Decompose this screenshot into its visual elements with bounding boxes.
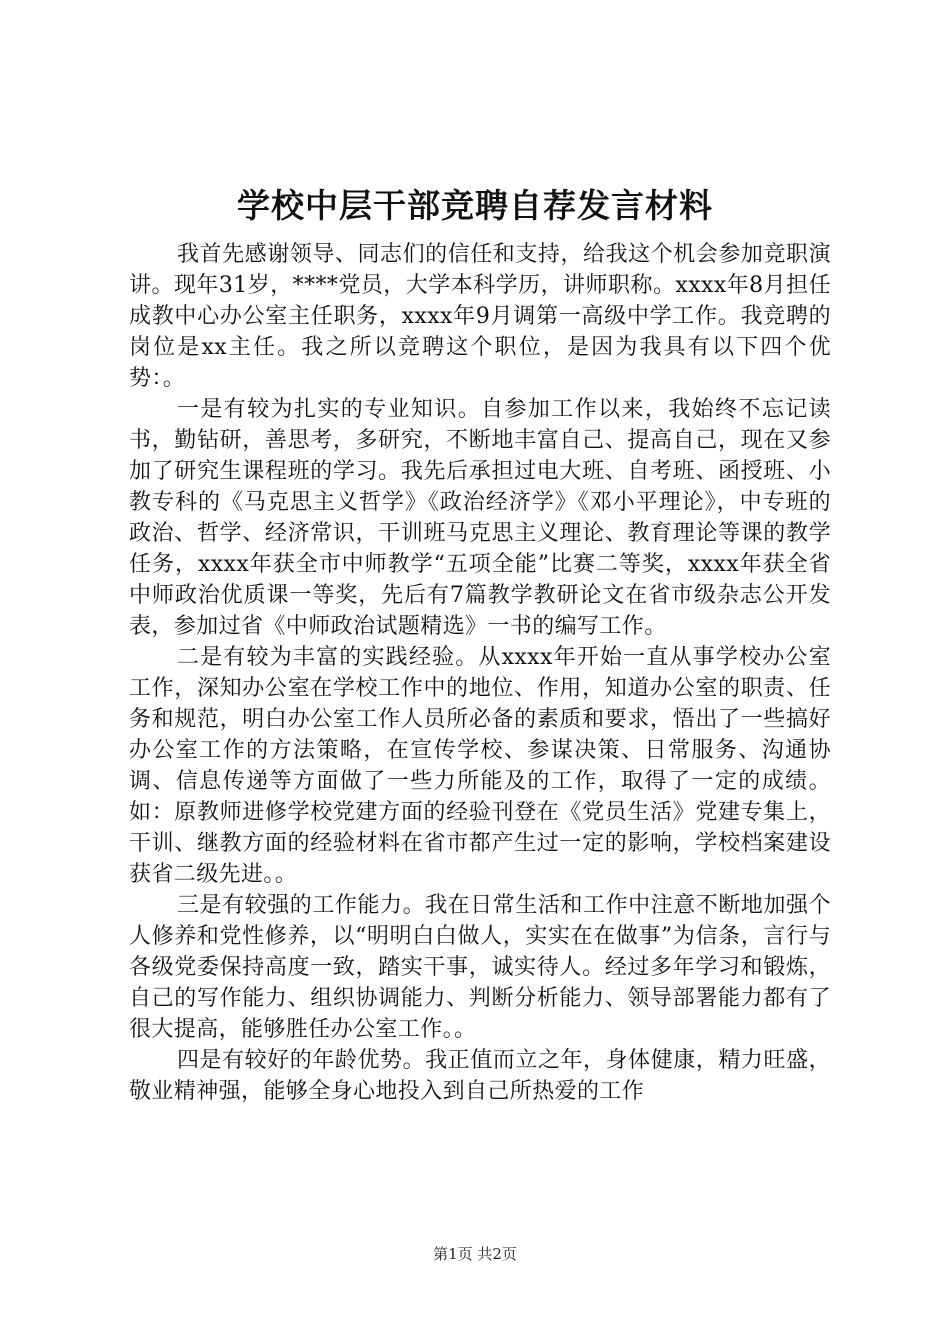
document-body bbox=[129, 239, 831, 1107]
paragraph-experience: 二是有较为丰富的实践经验。从xxxx年开始一直从事学校办公室工作，深知办公室在学校工作中的地位、作用，知道办公室的职责、任务和规范，明白办公室工作人员所必备的素质和要求，悟出了一些搞好办公室工作的方法策略，在宣传学校、参谋决策、日常服务、沟通协调、信息传递等方面做了一些力所能及的工作，取得了一定的成绩。如：原教师进修学校党建方面的经验刊登在《党员生活》党建专集上，干训、继教方面的经验材料在省市都产生过一定的影响，学校档案建设获省二级先进。。 bbox=[129, 645, 831, 887]
paragraph-intro: 我首先感谢领导、同志们的信任和支持，给我这个机会参加竞职演讲。现年31岁，****党员，大学本科学历，讲师职称。xxxx年8月担任成教中心办公室主任职务，xxxx年9月调第一高级中学工作。我竞聘的岗位是xx主任。我之所以竞聘这个职位，是因为我具有以下四个优势：。 bbox=[129, 242, 831, 391]
page-footer: 第1页 共2页 bbox=[433, 1245, 517, 1263]
paragraph-age: 四是有较好的年龄优势。我正值而立之年，身体健康，精力旺盛，敬业精神强，能够全身心地投入到自己所热爱的工作 bbox=[129, 1048, 831, 1104]
paragraph-knowledge: 一是有较为扎实的专业知识。自参加工作以来，我始终不忘记读书，勤钻研，善思考，多研究，不断地丰富自己、提高自己，现在又参加了研究生课程班的学习。我先后承担过电大班、自考班、函授班、小教专科的《马克思主义哲学》《政治经济学》《邓小平理论》，中专班的政治、哲学、经济常识，干训班马克思主义理论、教育理论等课的教学任务，xxxx年获全市中师教学“五项全能”比赛二等奖，xxxx年获全省中师政治优质课一等奖，先后有7篇教学教研论文在省市级杂志公开发表，参加过省《中师政治试题精选》一书的编写工作。 bbox=[129, 397, 831, 639]
document-title: 学校中层干部竞聘自荐发言材料 bbox=[237, 186, 713, 225]
paragraph-ability: 三是有较强的工作能力。我在日常生活和工作中注意不断地加强个人修养和党性修养，以“明明白白做人，实实在在做事”为信条，言行与各级党委保持高度一致，踏实干事，诚实待人。经过多年学习和锻炼，自己的写作能力、组织协调能力、判断分析能力、领导部署能力都有了很大提高，能够胜任办公室工作。。 bbox=[129, 893, 831, 1042]
